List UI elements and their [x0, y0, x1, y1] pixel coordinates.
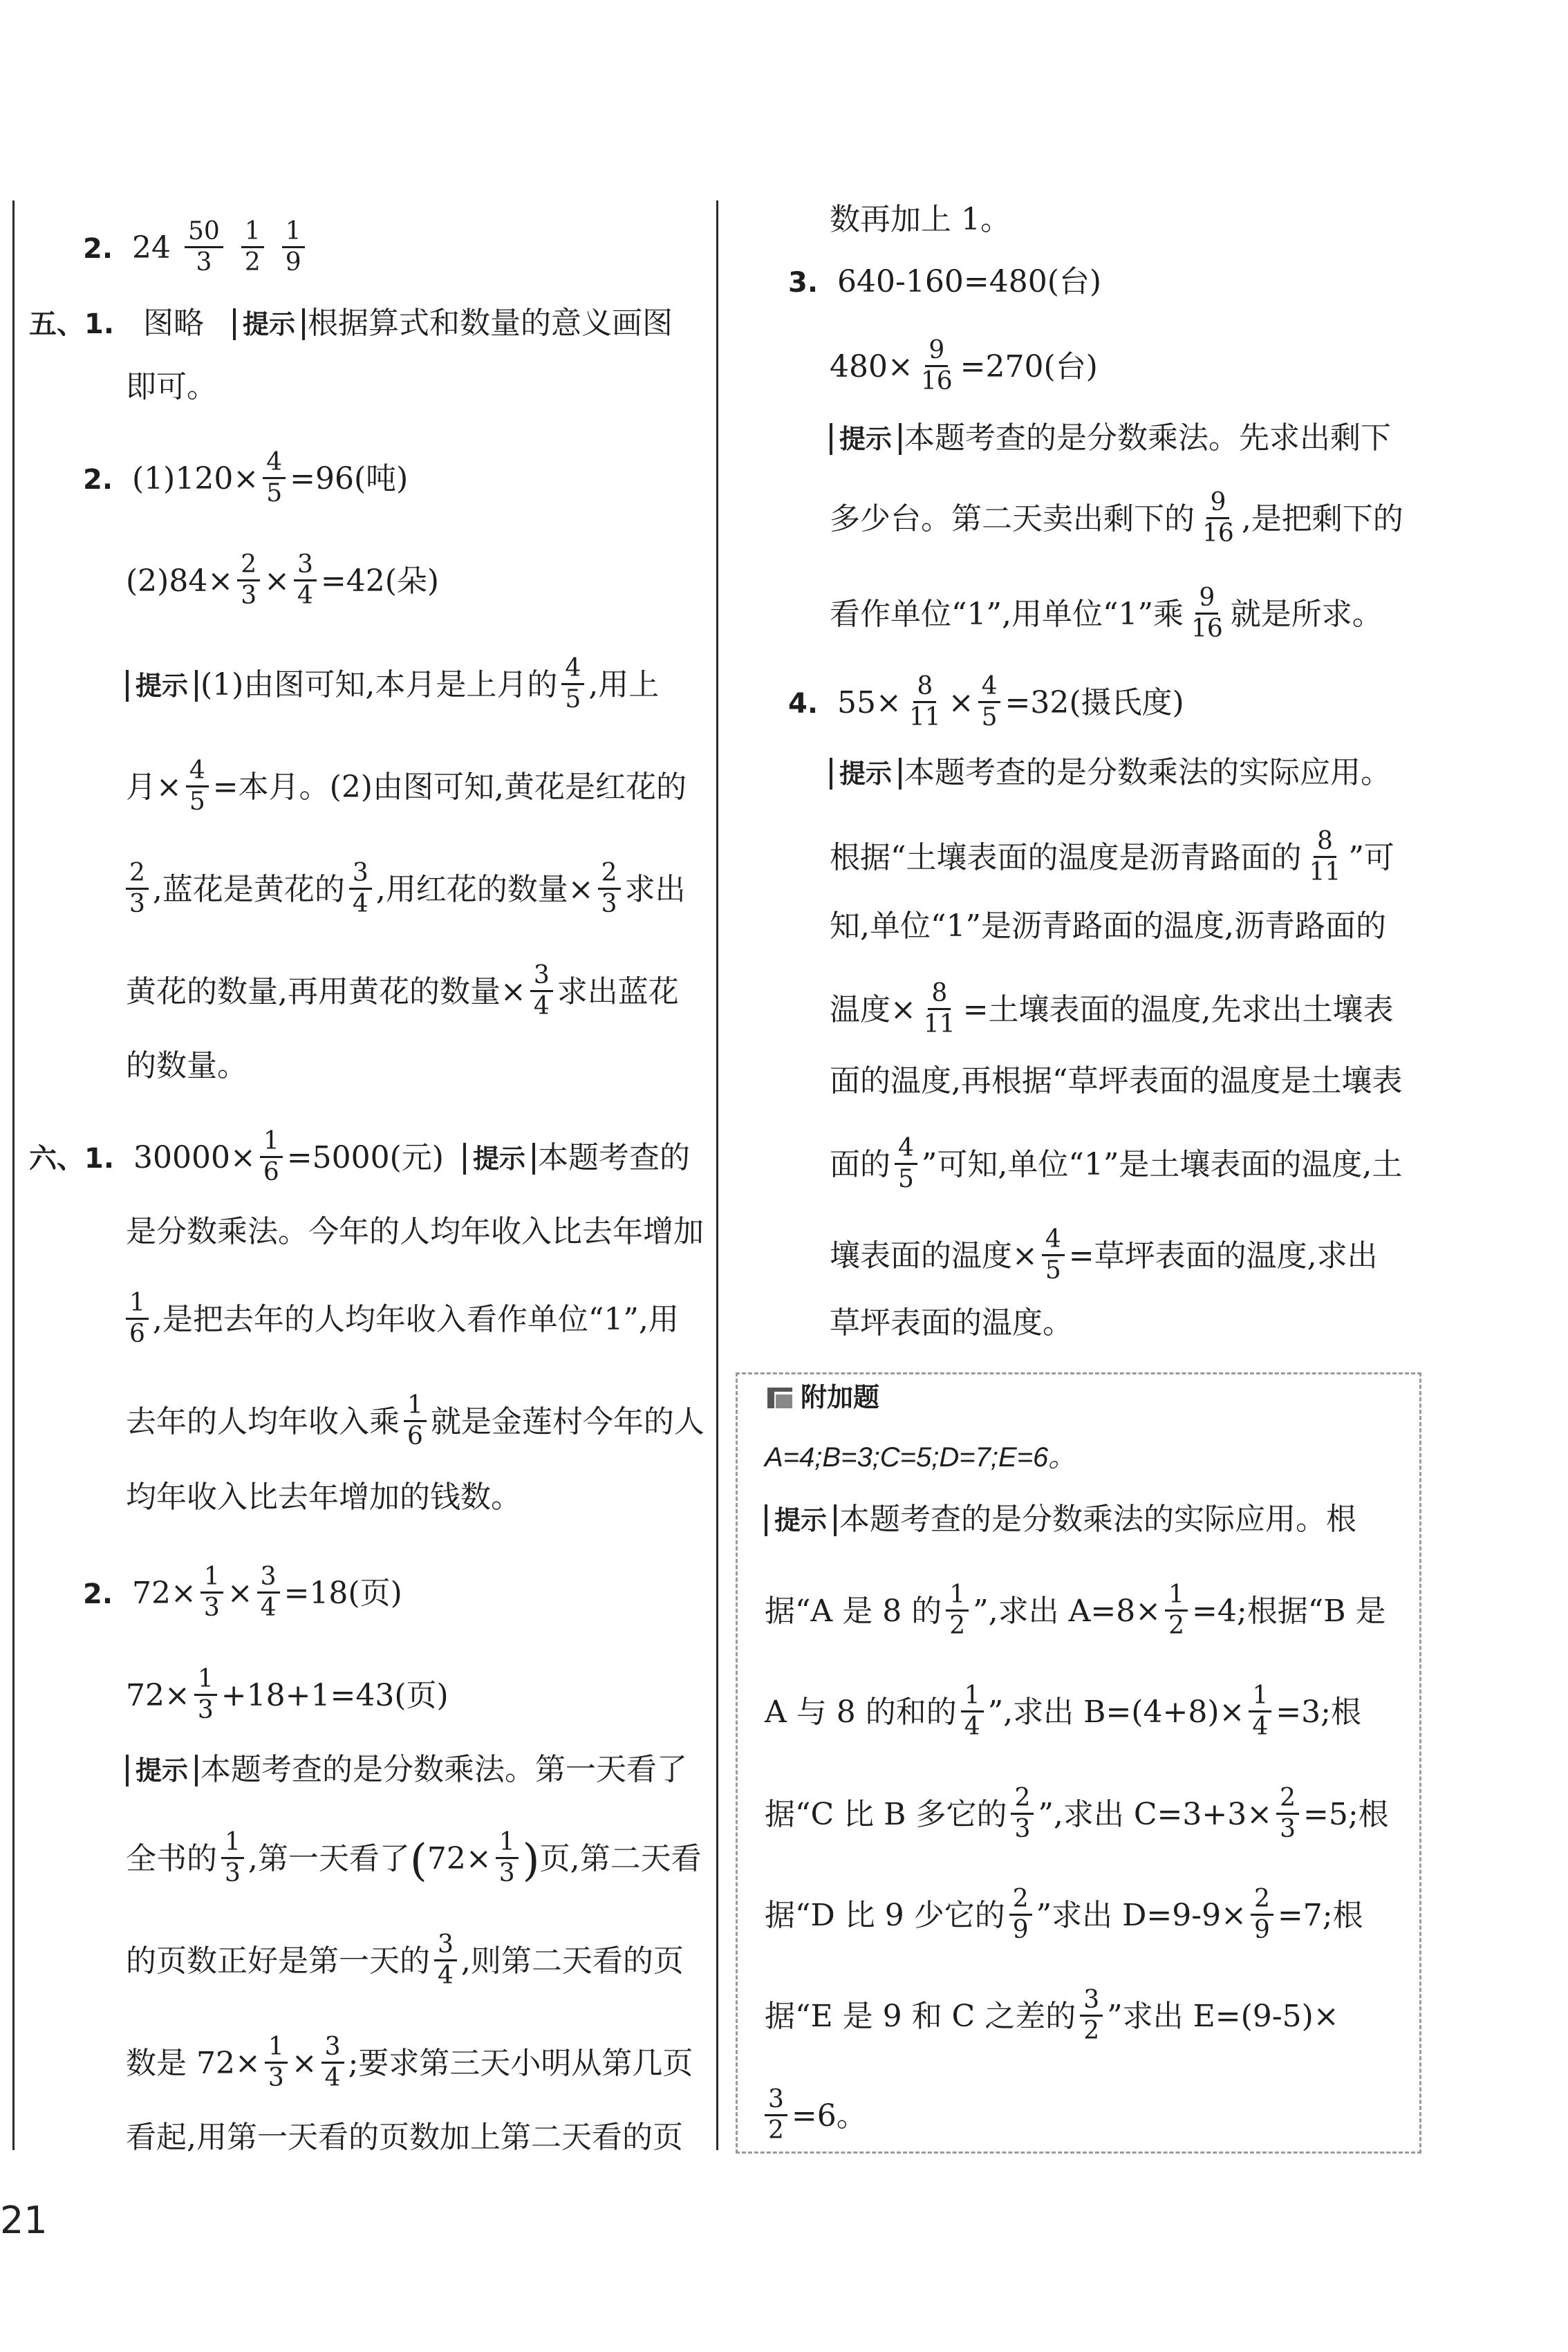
- text-run: 2.: [83, 1578, 113, 1610]
- fraction-denominator: 6: [263, 1158, 279, 1186]
- text-run: 的页数正好是第一天的: [126, 1943, 430, 1979]
- text-run: 本题考查的是分数乘法。先求出剩下: [904, 420, 1392, 456]
- fraction-denominator: 9: [285, 248, 301, 277]
- fraction-denominator: 2: [1168, 1612, 1185, 1640]
- fraction: [961, 1681, 984, 1742]
- fraction-denominator: 3: [601, 890, 617, 918]
- fraction-numerator: 3: [1080, 1986, 1103, 2017]
- extra-question-title: 附加题: [801, 1382, 880, 1412]
- text-run: 多少台。第二天卖出剩下的: [830, 501, 1195, 536]
- fraction: [978, 672, 1001, 732]
- fraction: [294, 550, 317, 610]
- hint-line: [765, 1786, 1389, 1847]
- text-run: =7;根: [1277, 1898, 1363, 1933]
- hint-line: [126, 961, 679, 1024]
- fraction-denominator: 16: [920, 367, 953, 395]
- fraction-numerator: 3: [530, 961, 553, 992]
- section-5-q2-eq1: [83, 448, 409, 511]
- q3-eq2: [830, 336, 1098, 399]
- fraction: [1080, 1986, 1103, 2046]
- fraction-numerator: 2: [126, 859, 149, 890]
- text-run: 本题考查的是分数乘法。第一天看了: [200, 1752, 688, 1787]
- text-run: 72×: [132, 1576, 196, 1611]
- fraction: [1165, 1580, 1188, 1641]
- hint-line: 均年收入比去年增加的钱数。: [126, 1480, 521, 1515]
- text-run: 六、1.: [29, 1143, 115, 1175]
- text-run: ): [522, 1835, 540, 1887]
- fraction: [194, 1665, 217, 1725]
- text-run: =6。: [791, 2098, 867, 2134]
- text-run: 480×: [830, 349, 913, 384]
- fraction-denominator: 4: [297, 581, 313, 610]
- text-run: 五、1.: [29, 308, 115, 340]
- hint-line: [126, 861, 686, 922]
- hint-line: [126, 654, 660, 717]
- text-run: =96(吨): [290, 461, 409, 496]
- text-run: =3;根: [1276, 1695, 1361, 1730]
- hint-line: [830, 586, 1383, 646]
- fraction: [241, 217, 264, 277]
- text-run: 页,第二天看: [539, 1841, 702, 1876]
- fraction: [263, 448, 286, 508]
- fraction-numerator: 3: [765, 2085, 787, 2116]
- text-run: 55×: [837, 685, 902, 720]
- fraction-numerator: 2: [1251, 1885, 1273, 1916]
- hint-line: 面的温度,再根据“草坪表面的温度是土壤表: [830, 1063, 1403, 1099]
- text-run: ,是把剩下的: [1241, 501, 1403, 536]
- text-run: 本题考查的是分数乘法的实际应用。: [904, 755, 1392, 790]
- text-run: 3.: [788, 267, 819, 299]
- fraction-numerator: 50: [185, 217, 223, 248]
- section-6-q2-eq2: [126, 1665, 449, 1728]
- fraction: [496, 1828, 519, 1888]
- hint-line: [830, 1134, 1403, 1197]
- text-run: ×: [264, 563, 290, 599]
- text-run: 640-160=480(台): [837, 264, 1102, 299]
- fraction-numerator: 8: [1314, 827, 1336, 858]
- fraction: [185, 217, 223, 277]
- fraction-numerator: 1: [961, 1681, 984, 1712]
- text-run: 据“C 比 B 多它的: [765, 1797, 1007, 1832]
- fraction: [1011, 1784, 1034, 1844]
- fraction: [126, 1289, 149, 1349]
- text-run: =草坪表面的温度,求出: [1068, 1238, 1378, 1273]
- fraction-numerator: 4: [978, 672, 1001, 703]
- fraction-denominator: 11: [1309, 858, 1341, 886]
- q4-eq: [788, 672, 1184, 735]
- fraction-denominator: 3: [241, 581, 257, 610]
- text-run: 就是所求。: [1230, 597, 1383, 632]
- text-run: 全书的: [126, 1841, 217, 1876]
- text-run: 72×: [126, 1678, 190, 1713]
- fraction-denominator: 4: [260, 1594, 277, 1622]
- text-line: 数再加上 1。: [830, 202, 1011, 237]
- hint-line: [126, 1291, 679, 1352]
- left-margin-rule: [12, 200, 15, 2150]
- hint-line: [765, 1580, 1386, 1643]
- text-run: =42(朵): [320, 563, 440, 599]
- text-run: 月×: [126, 769, 182, 805]
- text-run: ”,求出 A=8×: [973, 1594, 1161, 1629]
- hint-line: 知,单位“1”是沥青路面的温度,沥青路面的: [830, 908, 1386, 944]
- fraction-numerator: 1: [496, 1828, 519, 1859]
- fraction: [265, 2033, 288, 2093]
- fraction: [1306, 827, 1345, 887]
- fraction-denominator: 16: [1191, 615, 1223, 643]
- text-run: (1)120×: [132, 461, 259, 496]
- text-run: 温度×: [830, 992, 916, 1027]
- text-run: ×: [291, 2046, 317, 2081]
- fraction-numerator: 1: [126, 1289, 149, 1320]
- text-run: 就是金莲村今年的人: [430, 1404, 704, 1439]
- text-run: =270(台): [960, 349, 1098, 384]
- text-run: ,蓝花是黄花的: [152, 872, 345, 907]
- fraction: [1042, 1225, 1065, 1285]
- text-run: =土壤表面的温度,先求出土壤表: [962, 992, 1394, 1027]
- hint-tag: 提示: [126, 1755, 198, 1786]
- hint-line: [126, 1930, 684, 1993]
- fraction: [260, 1127, 283, 1187]
- fraction-denominator: 4: [438, 1961, 454, 1990]
- fraction-numerator: 2: [1011, 1784, 1034, 1815]
- fraction-denominator: 4: [352, 890, 368, 918]
- text-run: 求出蓝花: [557, 974, 679, 1009]
- text-run: 据“A 是 8 的: [765, 1594, 942, 1629]
- fraction-numerator: 1: [194, 1665, 217, 1696]
- section-6-q2-eq1: [83, 1562, 402, 1625]
- text-run: =32(摄氏度): [1005, 685, 1184, 720]
- fraction-numerator: 1: [404, 1391, 427, 1422]
- fraction-denominator: 4: [324, 2064, 341, 2092]
- fraction: [1251, 1885, 1273, 1945]
- hint-line: [126, 2035, 693, 2096]
- hint-tag: 提示: [830, 758, 902, 790]
- text-run: ;要求第三天小明从第几页: [348, 2046, 693, 2081]
- fraction: [1249, 1681, 1271, 1742]
- text-run: 据“D 比 9 少它的: [765, 1898, 1005, 1933]
- hint-tag: 提示: [126, 670, 198, 702]
- text-run: 数是 72×: [126, 2046, 261, 2081]
- fraction-numerator: 3: [321, 2033, 344, 2064]
- text-run: +18+1=43(页): [221, 1678, 449, 1713]
- hint-line: [126, 756, 687, 819]
- fraction-denominator: 11: [923, 1010, 955, 1038]
- fraction-numerator: 1: [1249, 1681, 1271, 1712]
- hint-line: 看起,用第一天看的页数加上第二天看的页: [126, 2120, 683, 2155]
- fraction-numerator: 1: [265, 2033, 288, 2064]
- text-run: 去年的人均年收入乘: [126, 1404, 400, 1439]
- hint-line: [126, 1391, 704, 1454]
- text-run: =5000(元): [286, 1140, 444, 1175]
- fraction-numerator: 8: [928, 979, 951, 1010]
- fraction-numerator: 4: [1042, 1225, 1065, 1256]
- text-run: (: [409, 1835, 427, 1887]
- section-5-q2-eq2: [126, 550, 440, 613]
- fraction-denominator: 3: [498, 1859, 515, 1887]
- fraction-numerator: 2: [598, 859, 621, 890]
- fraction-denominator: 9: [1254, 1916, 1270, 1944]
- fraction: [530, 961, 553, 1021]
- fraction-denominator: 6: [407, 1422, 423, 1450]
- fraction: [917, 336, 956, 396]
- extra-answer: A=4;B=3;C=5;D=7;E=6。: [765, 1442, 1076, 1473]
- hint-line: 的数量。: [126, 1048, 248, 1083]
- fraction-denominator: 2: [1083, 2017, 1100, 2045]
- text-run: ”求出 E=(9-5)×: [1107, 1999, 1339, 2034]
- text-run: 据“E 是 9 和 C 之差的: [765, 1999, 1076, 2034]
- fraction-denominator: 3: [268, 2064, 284, 2092]
- fraction: [895, 1134, 917, 1194]
- answer-5-2-prev: [83, 217, 309, 280]
- fraction: [1199, 488, 1238, 548]
- text-run: 本题考查的: [537, 1140, 690, 1175]
- fraction: [906, 672, 944, 732]
- hint-line: [765, 2085, 867, 2148]
- fraction-denominator: 2: [244, 248, 261, 277]
- fraction: [765, 2085, 787, 2145]
- text-run: =4;根据“B 是: [1192, 1594, 1386, 1629]
- text-run: (2)84×: [126, 563, 234, 599]
- text-line: 即可。: [126, 369, 217, 404]
- fraction-denominator: 2: [949, 1612, 966, 1640]
- fraction-denominator: 2: [768, 2116, 784, 2145]
- text-run: 根据“土壤表面的温度是沥青路面的: [830, 840, 1302, 875]
- fraction-denominator: 6: [129, 1320, 145, 1348]
- text-run: ,是把去年的人均年收入看作单位“1”,用: [152, 1302, 679, 1337]
- fraction-numerator: 1: [241, 217, 264, 248]
- text-run: ,第一天看了: [248, 1841, 410, 1876]
- text-run: ”求出 D=9-9×: [1036, 1898, 1247, 1933]
- hint-line: [765, 1499, 1356, 1540]
- hint-tag: 提示: [830, 423, 902, 455]
- text-run: 24: [132, 230, 171, 265]
- fraction-denominator: 3: [1014, 1815, 1031, 1843]
- text-run: 根据算式和数量的意义画图: [307, 306, 673, 341]
- fraction-denominator: 11: [908, 703, 941, 731]
- text-run: ,用红花的数量×: [375, 872, 594, 907]
- text-run: ”可知,单位“1”是土壤表面的温度,土: [921, 1147, 1403, 1182]
- fraction: [561, 654, 584, 714]
- fraction: [200, 1562, 223, 1623]
- text-run: ”可: [1348, 840, 1394, 875]
- hint-line: [126, 1828, 702, 1891]
- fraction-denominator: 5: [189, 787, 205, 816]
- text-run: A 与 8 的和的: [765, 1695, 957, 1730]
- fraction: [598, 859, 621, 919]
- hint-tag: 提示: [463, 1143, 535, 1175]
- fraction-denominator: 4: [964, 1712, 980, 1741]
- fraction-numerator: 1: [946, 1580, 969, 1612]
- fraction-numerator: 4: [895, 1134, 917, 1165]
- fraction-numerator: 3: [349, 859, 372, 890]
- fraction-numerator: 3: [294, 550, 317, 581]
- fraction-denominator: 3: [197, 1696, 214, 1724]
- text-run: 2.: [83, 464, 113, 496]
- hint-line: [830, 827, 1394, 890]
- text-run: 72×: [427, 1841, 492, 1876]
- fraction: [1188, 584, 1226, 644]
- text-run: ”,求出 B=(4+8)×: [987, 1695, 1245, 1730]
- text-run: (1)由图可知,本月是上月的: [200, 667, 558, 702]
- hint-line: [126, 1749, 687, 1791]
- fraction: [321, 2033, 344, 2093]
- hint-line: 是分数乘法。今年的人均年收入比去年增加: [126, 1214, 704, 1249]
- fraction-numerator: 4: [263, 448, 286, 479]
- fraction-numerator: 1: [260, 1127, 283, 1158]
- q3-eq1: [788, 261, 1101, 304]
- hint-line: [765, 1988, 1339, 2048]
- hint-line: [830, 418, 1391, 459]
- text-run: ”,求出 C=3+3×: [1038, 1797, 1273, 1832]
- fraction-numerator: 9: [1206, 488, 1229, 519]
- fraction: [434, 1930, 457, 1990]
- fraction-numerator: 1: [282, 217, 305, 248]
- fraction-numerator: 3: [257, 1562, 280, 1594]
- text-run: =18(页): [283, 1576, 402, 1611]
- text-run: ,则第二天看的页: [460, 1943, 684, 1979]
- text-run: 2.: [83, 233, 113, 265]
- book-icon: [767, 1388, 792, 1408]
- fraction: [1276, 1784, 1299, 1844]
- text-run: 求出: [624, 872, 686, 907]
- fraction-numerator: 2: [1276, 1784, 1299, 1815]
- fraction: [237, 550, 260, 610]
- text-run: 面的: [830, 1147, 890, 1182]
- hint-line: 草坪表面的温度。: [830, 1305, 1073, 1341]
- fraction-denominator: 5: [898, 1165, 914, 1193]
- text-run: 图略: [143, 306, 204, 341]
- fraction-numerator: 8: [913, 672, 936, 703]
- text-run: 黄花的数量,再用黄花的数量×: [126, 974, 526, 1009]
- fraction-denominator: 16: [1202, 519, 1234, 548]
- fraction-denominator: 5: [1045, 1256, 1061, 1285]
- text-run: 看作单位“1”,用单位“1”乘: [830, 597, 1184, 632]
- hint-line: [830, 1225, 1378, 1288]
- fraction-denominator: 4: [533, 992, 550, 1020]
- fraction-denominator: 5: [981, 703, 998, 731]
- section-6-q1: [29, 1127, 690, 1190]
- column-divider: [716, 200, 718, 2150]
- fraction-denominator: 5: [266, 479, 283, 507]
- text-run: =本月。(2)由图可知,黄花是红花的: [212, 769, 687, 805]
- fraction-numerator: 1: [200, 1562, 223, 1594]
- fraction: [404, 1391, 427, 1451]
- fraction: [257, 1562, 280, 1623]
- text-run: ,用上: [588, 667, 660, 702]
- fraction: [126, 859, 149, 919]
- hint-tag: 提示: [765, 1504, 837, 1536]
- text-run: 30000×: [133, 1140, 256, 1175]
- fraction: [946, 1580, 969, 1641]
- fraction-denominator: 3: [225, 1859, 241, 1887]
- fraction: [1009, 1885, 1032, 1945]
- fraction: [221, 1828, 244, 1888]
- hint-line: [765, 1887, 1363, 1948]
- fraction-denominator: 4: [1252, 1712, 1269, 1741]
- fraction-denominator: 9: [1012, 1916, 1029, 1944]
- fraction-denominator: 3: [196, 248, 212, 277]
- fraction-denominator: 3: [1280, 1815, 1296, 1843]
- fraction-denominator: 3: [129, 890, 145, 918]
- hint-line: [830, 488, 1403, 551]
- fraction-numerator: 9: [925, 336, 948, 367]
- fraction-numerator: 2: [1009, 1885, 1032, 1916]
- text-run: 4.: [788, 688, 819, 720]
- hint-line: [830, 979, 1394, 1042]
- hint-line: [765, 1681, 1361, 1744]
- fraction: [186, 756, 209, 816]
- fraction-denominator: 5: [565, 685, 581, 713]
- fraction-numerator: 9: [1195, 584, 1218, 615]
- fraction-numerator: 1: [221, 1828, 244, 1859]
- fraction-denominator: 3: [203, 1594, 220, 1622]
- text-run: 壤表面的温度×: [830, 1238, 1038, 1273]
- fraction-numerator: 4: [186, 756, 209, 787]
- text-run: 本题考查的是分数乘法的实际应用。根: [839, 1502, 1357, 1537]
- text-run: ×: [227, 1576, 253, 1611]
- fraction: [349, 859, 372, 919]
- text-run: ×: [948, 685, 974, 720]
- fraction: [920, 979, 959, 1039]
- text-run: =5;根: [1303, 1797, 1389, 1832]
- fraction-numerator: 1: [1165, 1580, 1188, 1612]
- hint-tag: 提示: [233, 308, 305, 340]
- fraction-numerator: 3: [434, 1930, 457, 1961]
- hint-line: [830, 752, 1391, 794]
- fraction-numerator: 4: [561, 654, 584, 685]
- page-number: 21: [0, 2199, 48, 2242]
- section-5-q1: [29, 303, 673, 345]
- fraction-numerator: 2: [237, 550, 260, 581]
- fraction: [282, 217, 305, 277]
